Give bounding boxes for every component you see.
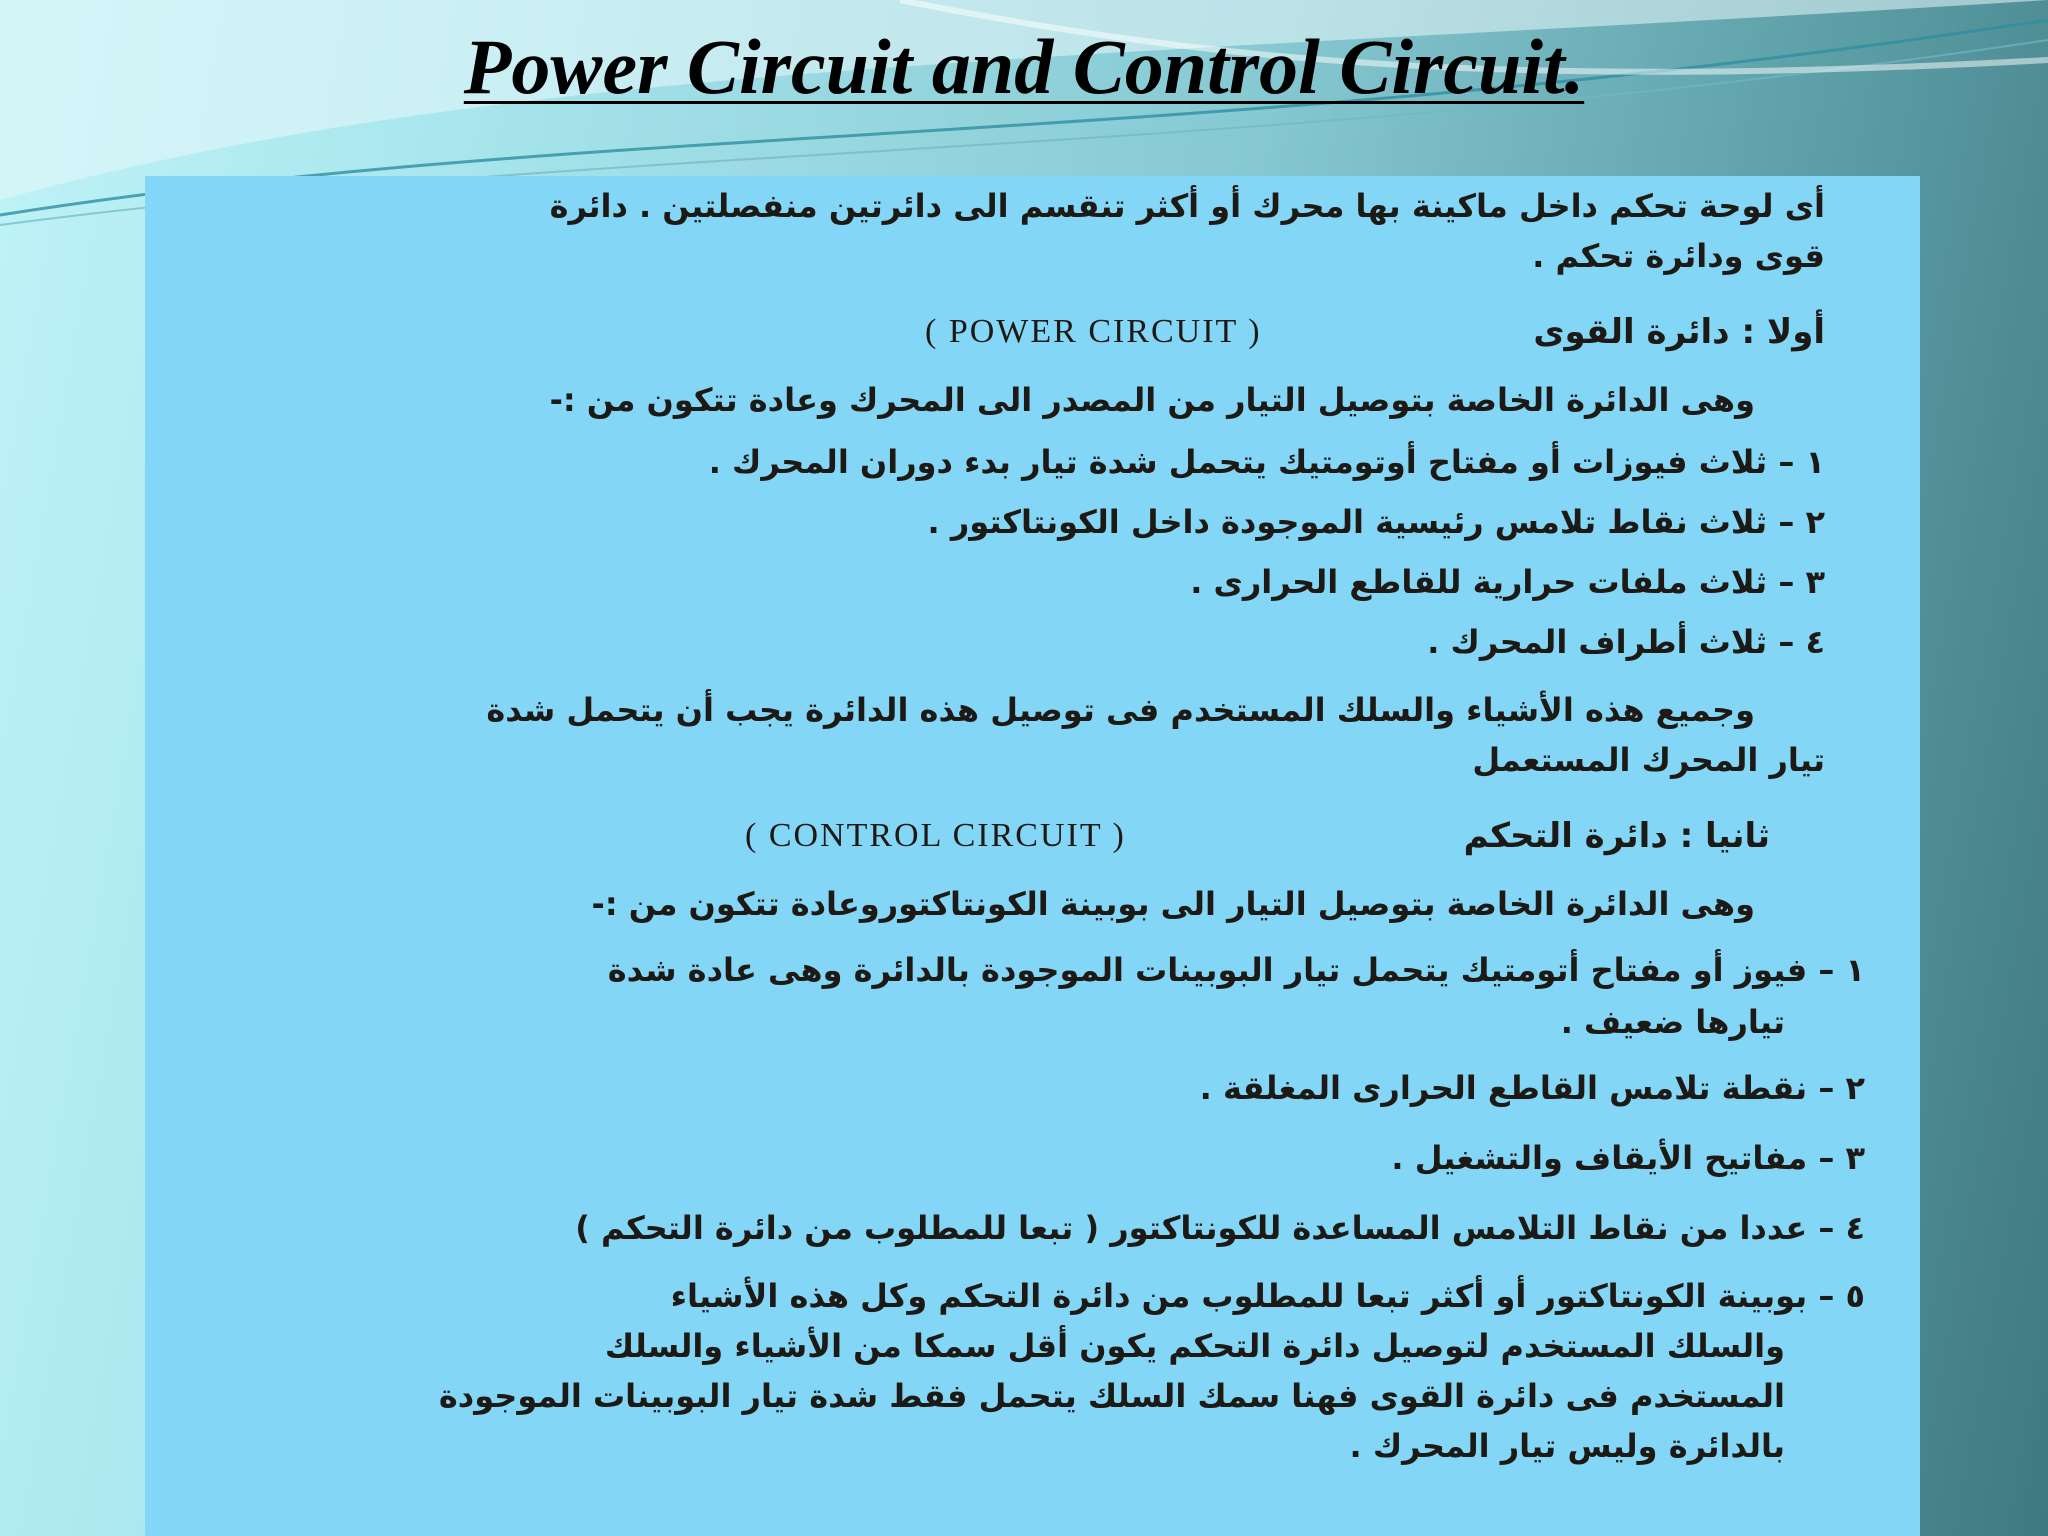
control-heading-en: ( CONTROL CIRCUIT ) <box>745 817 1126 854</box>
control-item-5-line-3: المستخدم فى دائرة القوى فهنا سمك السلك يتحمل فقط شدة تيار البوبينات الموجودة <box>438 1377 1785 1415</box>
control-description: وهى الدائرة الخاصة بتوصيل التيار الى بوبينة الكونتاكتوروعادة تتكون من :- <box>591 885 1755 923</box>
power-item-4: ٤ – ثلاث أطراف المحرك . <box>1427 623 1825 661</box>
slide-title: Power Circuit and Control Circuit. <box>463 23 1585 110</box>
control-item-5-line-4: بالدائرة وليس تيار المحرك . <box>1349 1427 1785 1465</box>
intro-line-1: أى لوحة تحكم داخل ماكينة بها محرك أو أكثر تنقسم الى دائرتين منفصلتين . دائرة <box>549 187 1825 225</box>
control-item-1-line-1: ١ – فيوز أو مفتاح أتومتيك يتحمل تيار البوبينات الموجودة بالدائرة وهى عادة شدة <box>607 951 1865 989</box>
intro-line-2: قوى ودائرة تحكم . <box>1532 237 1825 275</box>
control-heading-ar: ثانيا : دائرة التحكم <box>1463 816 1770 856</box>
power-description: وهى الدائرة الخاصة بتوصيل التيار من المصدر الى المحرك وعادة تتكون من :- <box>549 381 1755 419</box>
power-item-1: ١ – ثلاث فيوزات أو مفتاح أوتومتيك يتحمل شدة تيار بدء دوران المحرك . <box>708 443 1825 481</box>
power-note-line-1: وجميع هذه الأشياء والسلك المستخدم فى توصيل هذه الدائرة يجب أن يتحمل شدة <box>486 691 1755 729</box>
power-item-3: ٣ – ثلاث ملفات حرارية للقاطع الحرارى . <box>1190 563 1825 601</box>
control-item-4: ٤ – عددا من نقاط التلامس المساعدة للكونتاكتور ( تبعا للمطلوب من دائرة التحكم ) <box>575 1209 1865 1247</box>
power-item-2: ٢ – ثلاث نقاط تلامس رئيسية الموجودة داخل الكونتاكتور . <box>927 503 1825 541</box>
control-item-3: ٣ – مفاتيح الأيقاف والتشغيل . <box>1391 1139 1865 1177</box>
control-item-1-line-2: تيارها ضعيف . <box>1560 1003 1785 1041</box>
control-item-5-line-2: والسلك المستخدم لتوصيل دائرة التحكم يكون أقل سمكا من الأشياء والسلك <box>604 1327 1785 1365</box>
power-heading-en: ( POWER CIRCUIT ) <box>925 313 1262 350</box>
scanned-text-panel <box>145 176 1920 1536</box>
power-heading-ar: أولا : دائرة القوى <box>1533 312 1825 352</box>
power-note-line-2: تيار المحرك المستعمل <box>1472 741 1825 779</box>
control-item-5-line-1: ٥ – بوبينة الكونتاكتور أو أكثر تبعا للمطلوب من دائرة التحكم وكل هذه الأشياء <box>670 1277 1865 1315</box>
control-item-2: ٢ – نقطة تلامس القاطع الحرارى المغلقة . <box>1199 1069 1865 1107</box>
